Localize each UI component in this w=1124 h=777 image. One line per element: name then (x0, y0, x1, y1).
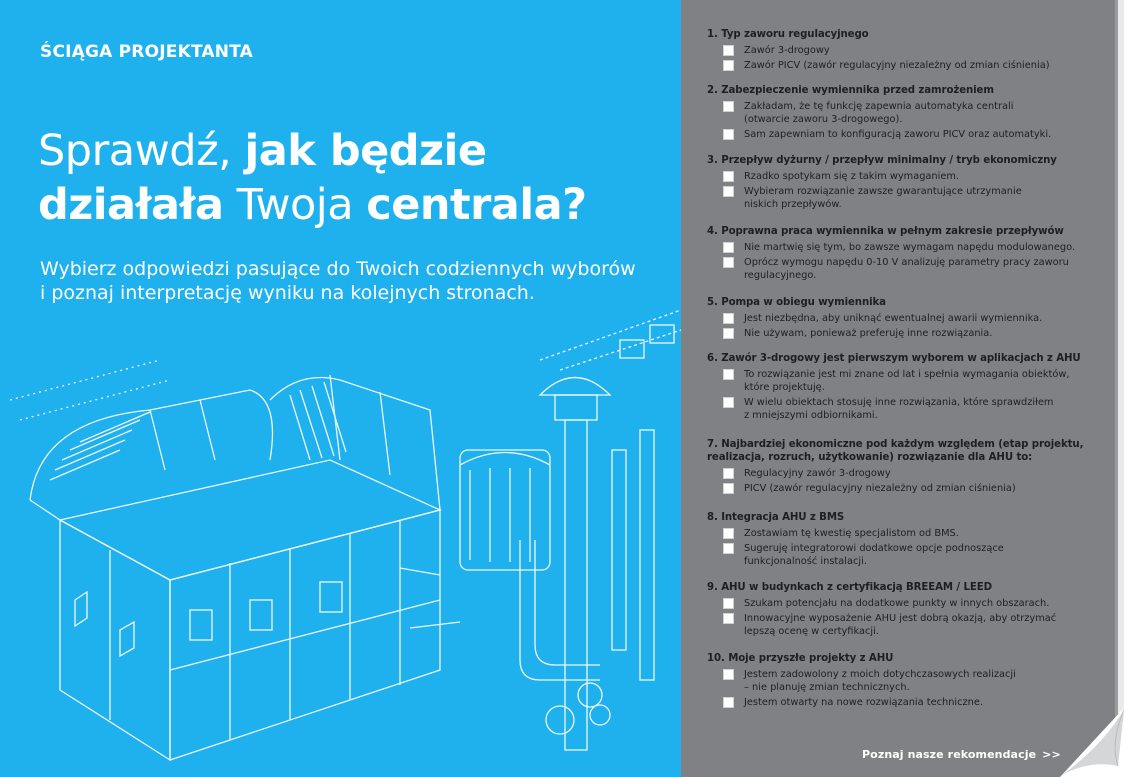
answer-label: Sam zapewniam to konfiguracją zaworu PICV oraz automatyki. (744, 129, 1052, 140)
question-block (707, 154, 1057, 213)
answer-label: Wybieram rozwiązanie zawsze gwarantujące utrzymanie niskich przepływów. (744, 186, 1022, 210)
question-title: 6. Zawór 3-drogowy jest pierwszym wyborem w aplikacjach z AHU (707, 353, 1081, 364)
checkbox[interactable] (723, 528, 734, 539)
answer-option[interactable] (707, 668, 1016, 694)
checkbox[interactable] (723, 697, 734, 708)
answer-label: Rzadko spotykam się z takim wymaganiem. (744, 171, 960, 182)
checkbox[interactable] (723, 613, 734, 624)
checkbox[interactable] (723, 397, 734, 408)
headline-part2: jak będzie (244, 126, 487, 176)
answer-option[interactable] (707, 170, 1057, 183)
answer-label: Zakładam, że tę funkcję zapewnia automatyka centrali (otwarcie zaworu 3-drogowego). (744, 101, 1014, 125)
answer-label: Szukam potencjału na dodatkowe punkty w innych obszarach. (744, 598, 1050, 609)
page-curl-icon[interactable] (1060, 708, 1124, 777)
question-block (707, 652, 1016, 711)
answer-label: Innowacyjne wyposażenie AHU jest dobrą okazją, aby otrzymać lepszą ocenę w certyfikacji. (744, 613, 1057, 637)
answer-option[interactable] (707, 396, 1081, 422)
answer-label: Jestem zadowolony z moich dotychczasowych realizacji – nie planuję zmian technicznych. (744, 669, 1016, 693)
answer-option[interactable] (707, 59, 1050, 72)
question-title: 10. Moje przyszłe projekty z AHU (707, 653, 894, 664)
question-title: 4. Poprawna praca wymiennika w pełnym zakresie przepływów (707, 226, 1064, 237)
checkbox[interactable] (723, 45, 734, 56)
answer-label: Regulacyjny zawór 3-drogowy (744, 468, 891, 479)
checkbox[interactable] (723, 257, 734, 268)
answer-option[interactable] (707, 696, 1016, 709)
checkbox[interactable] (723, 242, 734, 253)
headline-part3: działała (38, 180, 224, 230)
intro-line-1: Wybierz odpowiedzi pasujące do Twoich codziennych wyborów (40, 258, 636, 280)
checkbox[interactable] (723, 468, 734, 479)
question-title: 8. Integracja AHU z BMS (707, 512, 845, 523)
checkbox[interactable] (723, 669, 734, 680)
ahu-wireframe-illustration (0, 300, 681, 777)
question-block (707, 84, 1051, 143)
answer-option[interactable] (707, 482, 1083, 495)
answer-option[interactable] (707, 368, 1081, 394)
answer-option[interactable] (707, 100, 1051, 126)
question-block (707, 438, 1083, 497)
answer-label: Zostawiam tę kwestię specjalistom od BMS. (744, 528, 959, 539)
checkbox[interactable] (723, 369, 734, 380)
question-title: 3. Przepływ dyżurny / przepływ minimalny / tryb ekonomiczny (707, 155, 1057, 166)
checkbox[interactable] (723, 598, 734, 609)
headline (38, 124, 678, 232)
answer-option[interactable] (707, 612, 1056, 638)
answer-label: Oprócz wymogu napędu 0-10 V analizuję parametry pracy zaworu regulacyjnego. (744, 257, 1069, 281)
headline-part4: Twoja (223, 180, 367, 230)
question-title: 1. Typ zaworu regulacyjnego (707, 29, 869, 40)
answer-option[interactable] (707, 327, 1042, 340)
answer-option[interactable] (707, 467, 1083, 480)
intro-text (40, 257, 670, 305)
headline-part1: Sprawdź, (38, 126, 245, 176)
question-title: 2. Zabezpieczenie wymiennika przed zamrożeniem (707, 85, 994, 96)
question-title: 7. Najbardziej ekonomiczne pod każdym względem (etap projektu, realizacja, rozruch, użytkowanie) rozwiązanie dla AHU to: (707, 439, 1084, 463)
question-title: 9. AHU w budynkach z certyfikacją BREEAM / LEED (707, 582, 992, 593)
question-block (707, 225, 1075, 284)
answer-label: Nie martwię się tym, bo zawsze wymagam napędu modulowanego. (744, 242, 1076, 253)
kicker-title: ŚCIĄGA PROJEKTANTA (40, 42, 254, 62)
answer-option[interactable] (707, 241, 1075, 254)
page-edge (1118, 0, 1124, 777)
answer-label: Jestem otwarty na nowe rozwiązania techniczne. (744, 697, 984, 708)
checkbox[interactable] (723, 483, 734, 494)
question-block (707, 352, 1081, 424)
double-chevron-right-icon[interactable]: >> (1042, 748, 1061, 761)
answer-label: Zawór 3-drogowy (744, 45, 830, 56)
checkbox[interactable] (723, 101, 734, 112)
answer-label: To rozwiązanie jest mi znane od lat i spełnia wymagania obiektów, które projektuję. (744, 369, 1070, 393)
answer-option[interactable] (707, 312, 1042, 325)
answer-option[interactable] (707, 128, 1051, 141)
question-block (707, 581, 1056, 640)
answer-option[interactable] (707, 597, 1056, 610)
checkbox[interactable] (723, 129, 734, 140)
checkbox[interactable] (723, 543, 734, 554)
checkbox[interactable] (723, 328, 734, 339)
answer-label: W wielu obiektach stosuję inne rozwiązania, które sprawdziłem z mniejszymi odbiornikami. (744, 397, 1054, 421)
question-block (707, 511, 1004, 570)
checkbox[interactable] (723, 60, 734, 71)
recommendations-link[interactable] (862, 748, 1061, 761)
recommendations-label[interactable]: Poznaj nasze rekomendacje (862, 748, 1037, 761)
answer-label: Zawór PICV (zawór regulacyjny niezależny od zmian ciśnienia) (744, 60, 1050, 71)
headline-part5: centrala? (366, 180, 587, 230)
question-title: 5. Pompa w obiegu wymiennika (707, 297, 886, 308)
answer-label: Nie używam, ponieważ preferuję inne rozwiązania. (744, 328, 993, 339)
answer-option[interactable] (707, 185, 1057, 211)
answer-option[interactable] (707, 542, 1004, 568)
checkbox[interactable] (723, 186, 734, 197)
question-block (707, 296, 1042, 342)
answer-option[interactable] (707, 44, 1050, 57)
answer-label: Jest niezbędna, aby uniknąć ewentualnej awarii wymiennika. (744, 313, 1043, 324)
answer-label: Sugeruję integratorowi dodatkowe opcje podnoszące funkcjonalność instalacji. (744, 543, 1004, 567)
question-block (707, 28, 1050, 74)
answer-option[interactable] (707, 256, 1075, 282)
checkbox[interactable] (723, 313, 734, 324)
answer-label: PICV (zawór regulacyjny niezależny od zmian ciśnienia) (744, 483, 1016, 494)
answer-option[interactable] (707, 527, 1004, 540)
checkbox[interactable] (723, 171, 734, 182)
intro-line-2: i poznaj interpretację wyniku na kolejnych stronach. (40, 282, 535, 304)
